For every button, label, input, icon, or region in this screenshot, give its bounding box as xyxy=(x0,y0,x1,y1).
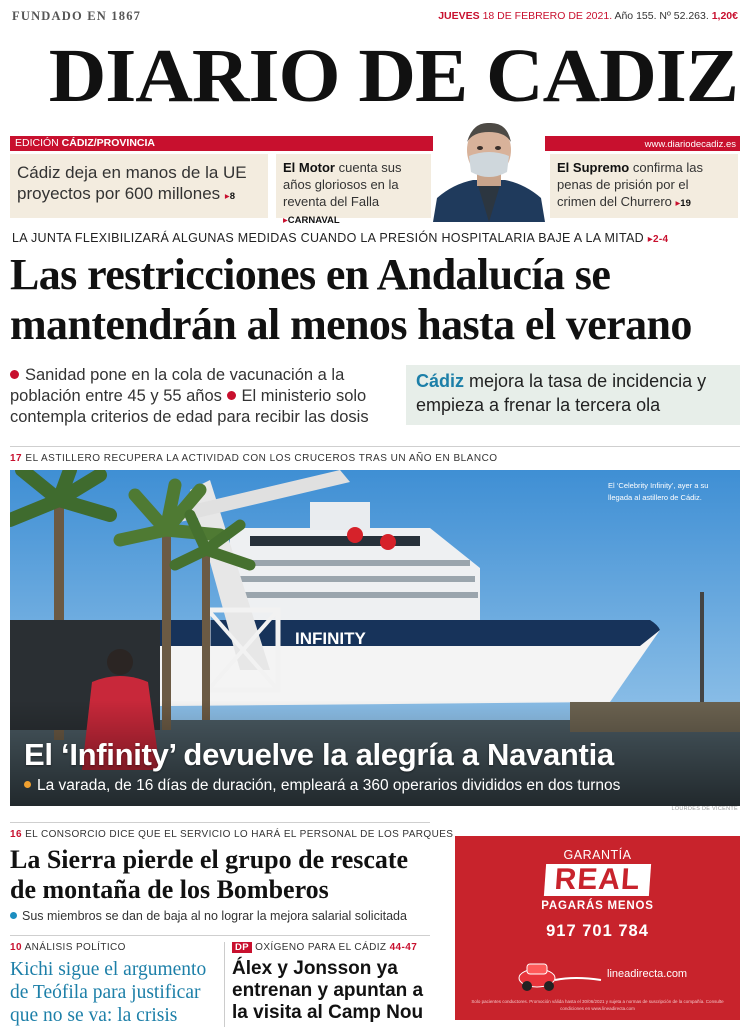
photo-caption: El ‘Celebrity Infinity’, ayer a su llegada al astillero de Cádiz. xyxy=(608,481,709,502)
issue-number: Año 155. Nº 52.263. xyxy=(612,10,709,22)
bullet-dot-icon xyxy=(24,781,31,788)
edition-bar xyxy=(10,136,740,151)
side-box-text: mejora la tasa de incidencia y empieza a frenar la tercera ola xyxy=(416,371,707,415)
teaser-eu-projects[interactable] xyxy=(10,154,268,218)
page-ref: ▸8 xyxy=(224,191,235,202)
lead-kicker: LA JUNTA FLEXIBILIZARÁ ALGUNAS MEDIDAS CUANDO LA PRESIÓN HOSPITALARIA BAJE A LA MITAD ▸2-4 xyxy=(12,231,669,245)
ad-phone-car-icon xyxy=(515,954,605,994)
website-link[interactable]: www.diariodecadiz.es xyxy=(644,139,736,150)
section-divider xyxy=(10,935,430,936)
weekday: JUEVES xyxy=(438,10,480,22)
teaser-el-motor[interactable] xyxy=(276,154,431,226)
bullet-text: Sanidad pone en la cola de vacunación a la población entre 45 y 55 años xyxy=(10,366,345,405)
ad-phone[interactable]: 917 701 784 xyxy=(546,922,649,940)
teaser-supremo[interactable] xyxy=(550,154,738,218)
column-divider xyxy=(224,942,225,1027)
photo-story-title[interactable]: El ‘Infinity’ devuelve la alegría a Navantia xyxy=(24,737,614,772)
bullet-text: El ministerio solo contempla criterios de edad para recibir las dosis xyxy=(10,387,369,426)
lead-bullets xyxy=(10,365,395,428)
photo-kicker: 17 EL ASTILLERO RECUPERA LA ACTIVIDAD CON LOS CRUCEROS TRAS UN AÑO EN BLANCO xyxy=(10,453,498,464)
ad-website[interactable]: lineadirecta.com xyxy=(607,968,688,980)
teaser-text: Cádiz deja en manos de la UE proyectos por 600 millones xyxy=(17,163,247,203)
lead-headline[interactable]: Las restricciones en Andalucía se mantendrán al menos hasta el verano xyxy=(10,250,692,349)
incidence-box[interactable] xyxy=(406,365,740,425)
sport-headline[interactable]: Álex y Jonsson ya entrenan y apuntan a la visita al Camp Nou xyxy=(232,958,424,1023)
price: 1,20€ xyxy=(708,10,738,22)
side-box-bold: Cádiz xyxy=(416,371,465,391)
opinion-kicker: 10 ANÁLISIS POLÍTICO xyxy=(10,942,126,953)
lead-page-ref: ▸2-4 xyxy=(647,234,669,245)
page-ref: ▸19 xyxy=(675,198,691,209)
teaser-bold: El Motor xyxy=(283,160,335,175)
photo-story-subtitle: La varada, de 16 días de duración, empleará a 360 operarios divididos en dos turnos xyxy=(24,777,620,795)
bullet-dot-icon xyxy=(10,370,19,379)
rescue-subtitle: Sus miembros se dan de baja al no lograr la mejora salarial solicitada xyxy=(10,909,407,923)
date: 18 DE FEBRERO DE 2021. xyxy=(482,10,613,22)
section-ref: ▸CARNAVAL xyxy=(283,215,340,226)
teaser-bold: El Supremo xyxy=(557,160,630,175)
ad-fine-print: Solo pacientes conductores. Promoción válida hasta el 30/06/2021 y sujeta a normas de suscripción de la compañía. Consulte condiciones en www.lineadirecta.com xyxy=(471,999,724,1011)
sport-badge: DP xyxy=(232,942,252,953)
teaser-text: confirma las penas de prisión por el crimen del Churrero xyxy=(557,160,703,209)
bullet-dot-icon xyxy=(10,912,17,919)
section-divider xyxy=(10,446,740,447)
founded-line: FUNDADO EN 1867 xyxy=(12,9,142,23)
ad-brand-logo: REAL xyxy=(544,864,651,896)
ad-guarantee: GARANTÍA xyxy=(563,848,632,862)
advertisement[interactable] xyxy=(455,836,740,1020)
rescue-headline[interactable]: La Sierra pierde el grupo de rescate de montaña de los Bomberos xyxy=(10,845,409,904)
photo-credit: LOURDES DE VICENTE xyxy=(671,806,738,812)
ad-slogan: PAGARÁS MENOS xyxy=(541,900,654,912)
newspaper-logo[interactable]: DIARIO DE CADIZ xyxy=(48,34,738,118)
edition-name: CÁDIZ/PROVINCIA xyxy=(61,137,156,149)
teaser-portrait-photo xyxy=(433,118,545,222)
sport-kicker: DP OXÍGENO PARA EL CÁDIZ 44-47 xyxy=(232,942,417,953)
dateline xyxy=(438,10,738,22)
teaser-text: cuenta sus años gloriosos en la reventa del Falla xyxy=(283,160,402,209)
ship-name-text: INFINITY xyxy=(295,629,366,648)
section-divider xyxy=(10,822,430,823)
rescue-kicker: 16 EL CONSORCIO DICE QUE EL SERVICIO LO HARÁ EL PERSONAL DE LOS PARQUES xyxy=(10,829,454,840)
bullet-dot-icon xyxy=(227,391,236,400)
opinion-headline[interactable]: Kichi sigue el argumento de Teófila para justificar que no se va: la crisis xyxy=(10,959,207,1026)
edition-label: EDICIÓN xyxy=(15,137,62,149)
